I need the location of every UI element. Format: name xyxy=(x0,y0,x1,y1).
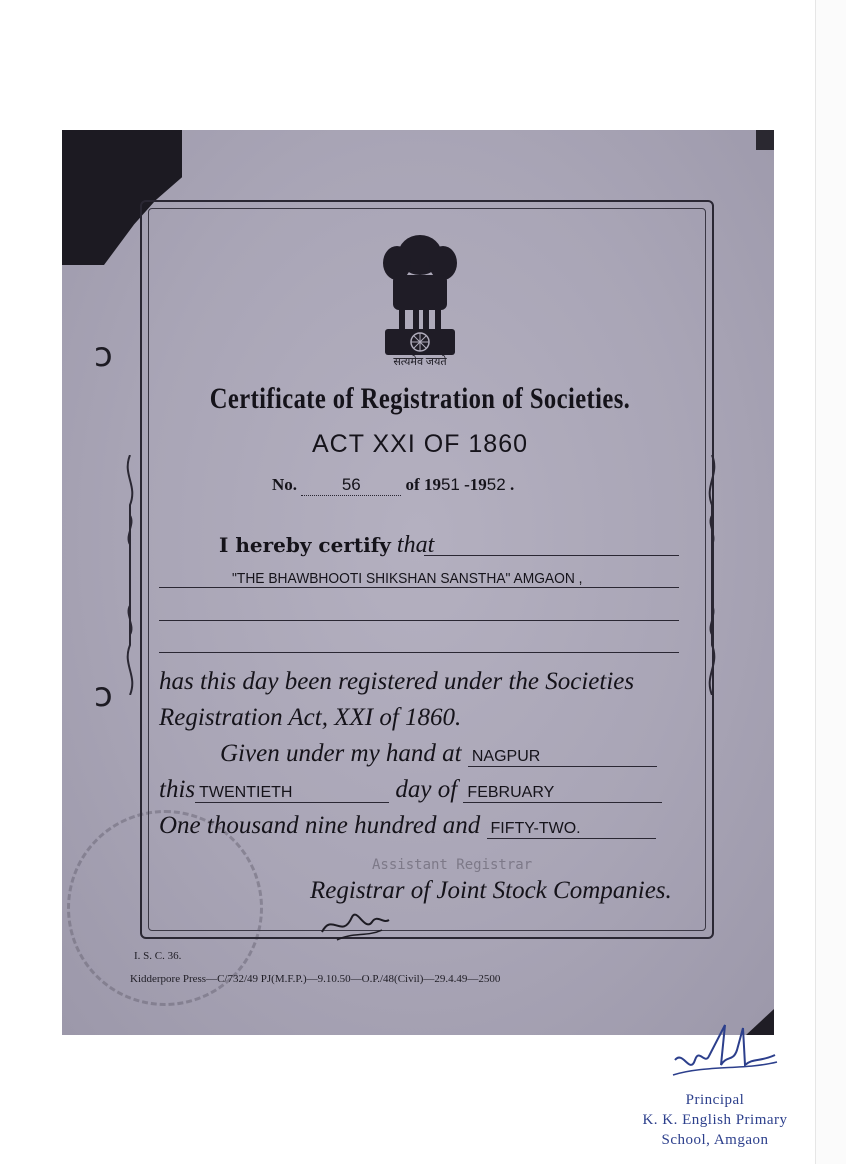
act-heading: ACT XXI OF 1860 xyxy=(311,430,528,458)
principal-signature xyxy=(665,1020,780,1095)
registered-line-1: has this day been registered under the Societies xyxy=(159,668,635,695)
of-label: of 19 xyxy=(405,475,441,494)
day-of-label: day of xyxy=(395,776,458,803)
school-line-2: School, Amgaon xyxy=(661,1132,769,1148)
press-line: Kidderpore Press—C/732/49 PJ(M.F.P.)—9.10.50—O.P./48(Civil)—29.4.49—2500 xyxy=(130,973,501,985)
registration-number-line xyxy=(272,475,514,496)
society-name xyxy=(232,570,583,587)
registration-number: 56 xyxy=(301,475,401,496)
principal-text xyxy=(620,1090,810,1150)
page-edge-strip xyxy=(815,0,846,1164)
emblem-motto: सत्यमेव जयते xyxy=(393,356,447,368)
right-scroll-ornament xyxy=(704,455,720,695)
fill-rule xyxy=(159,652,679,653)
certificate-scan xyxy=(62,130,774,1035)
binder-hole-mark: ↄ xyxy=(94,675,113,715)
registrar-designation: Registrar of Joint Stock Companies. xyxy=(310,877,672,904)
registrar-stamp: Assistant Registrar xyxy=(372,857,533,873)
binder-hole-mark: ↄ xyxy=(94,335,113,375)
month-value: FEBRUARY xyxy=(463,784,662,803)
year-line xyxy=(159,812,656,840)
no-label: No. xyxy=(272,475,298,494)
given-label: Given under my hand at xyxy=(220,740,462,767)
given-line xyxy=(220,740,657,768)
thousand-label: One thousand nine hundred and xyxy=(159,812,481,839)
certificate-title: Certificate of Registration of Societies. xyxy=(209,382,631,415)
certify-italic: that xyxy=(396,532,435,558)
registrar-initials-signature xyxy=(317,902,392,942)
national-emblem-icon xyxy=(375,225,465,370)
year-to: 52 xyxy=(486,475,506,494)
left-scroll-ornament xyxy=(122,455,138,695)
form-code: I. S. C. 36. xyxy=(134,950,182,962)
certify-line xyxy=(219,532,434,559)
dash-19: -19 xyxy=(464,475,487,494)
principal-title: Principal xyxy=(685,1092,745,1108)
place-value: NAGPUR xyxy=(468,748,657,767)
year-words-suffix: . xyxy=(576,820,581,837)
certify-bold: I hereby certify xyxy=(219,533,391,557)
society-suffix: , xyxy=(578,570,583,587)
day-value: TWENTIETH xyxy=(195,784,389,803)
school-line-1: K. K. English Primary xyxy=(642,1112,788,1128)
registered-line-2: Registration Act, XXI of 1860. xyxy=(159,704,462,731)
year-from: 51 xyxy=(440,475,460,494)
principal-attestation xyxy=(620,1020,810,1160)
society-name-text: "THE BHAWBHOOTI SHIKSHAN SANSTHA" AMGAON xyxy=(232,570,575,587)
torn-corner-top-right xyxy=(756,130,774,150)
day-line xyxy=(159,776,662,804)
year-words: FIFTY-TWO xyxy=(490,820,577,837)
fill-rule xyxy=(424,555,679,556)
fill-rule xyxy=(159,587,679,588)
period: . xyxy=(509,475,515,494)
year-words-group xyxy=(487,820,656,839)
this-label: this xyxy=(159,776,196,803)
fill-rule xyxy=(159,620,679,621)
